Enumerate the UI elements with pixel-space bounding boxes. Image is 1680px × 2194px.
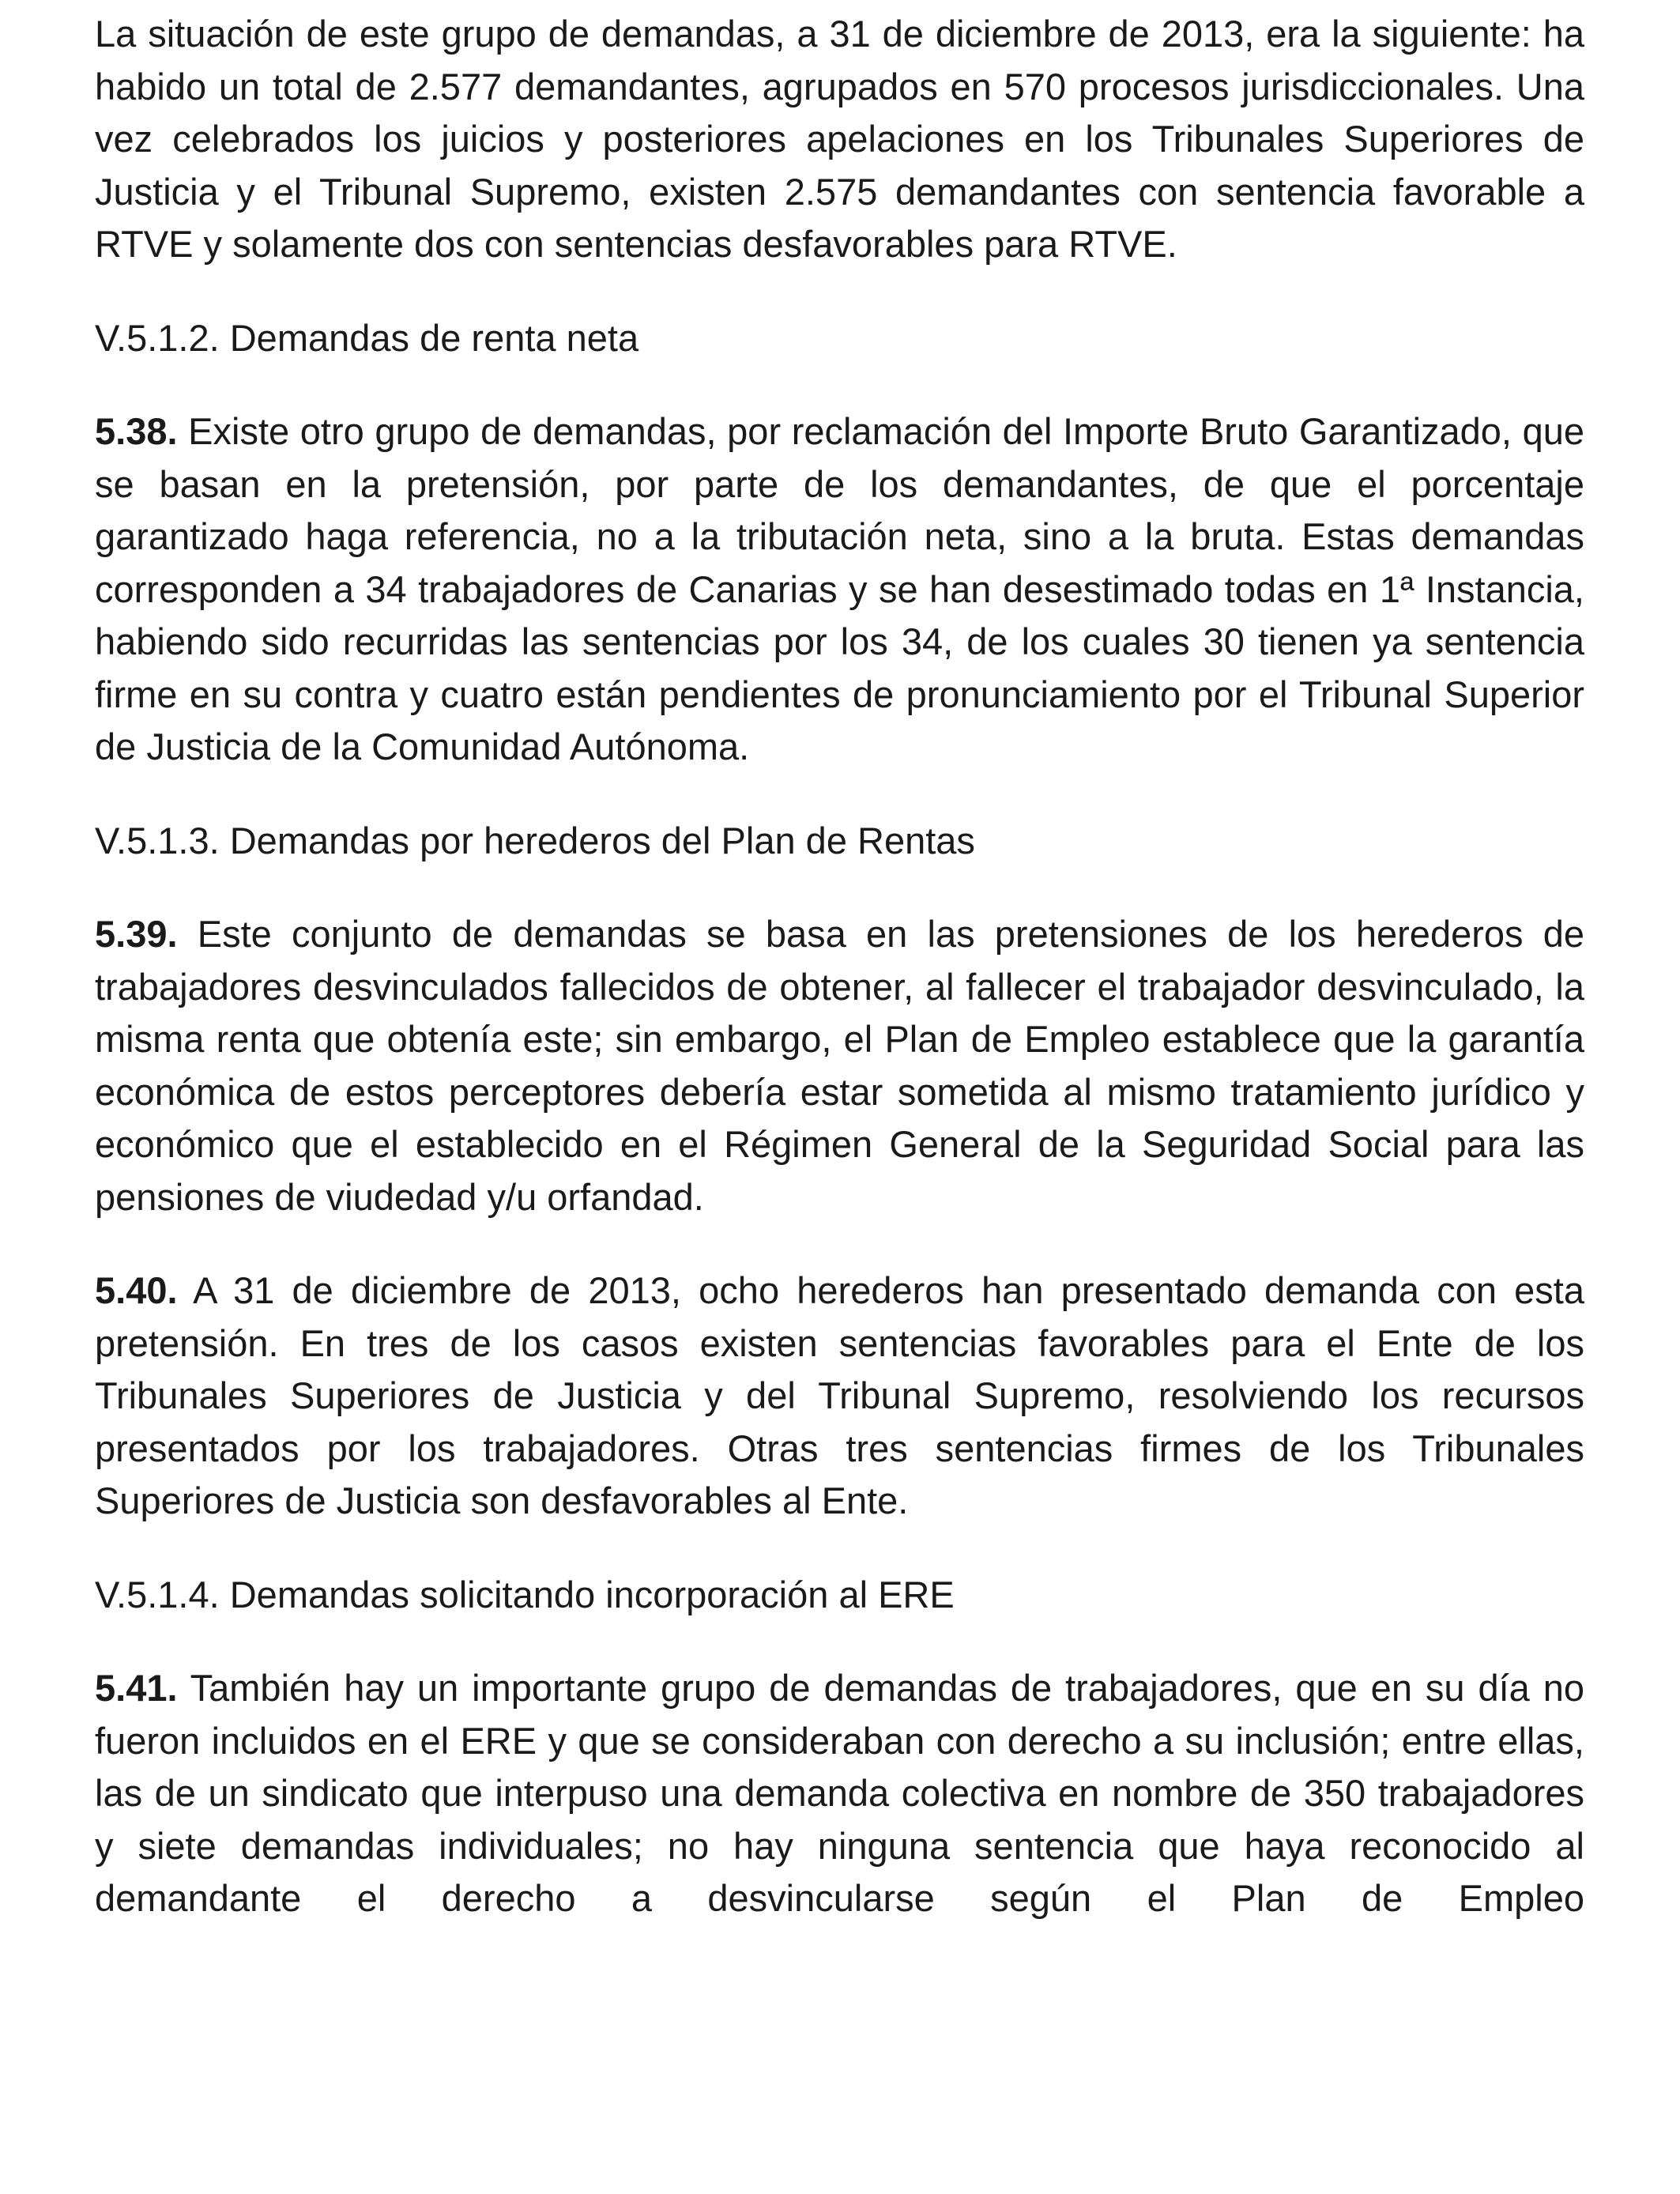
paragraph-text: Este conjunto de demandas se basa en las pretensiones de los herederos de trabajadores desvinculados fallecidos de obtener, al fallecer el trabajador desvinculado, la misma renta que obtenía este; sin embargo, el Plan de Empleo establece que la garantía económica de estos perceptores debería estar sometida al mismo tratamiento jurídico y económico que el establecido en el Régimen General de la Seguridad Social para las pensiones de viudedad y/u orfandad.	[95, 913, 1584, 1218]
paragraph-number: 5.41.	[95, 1667, 178, 1709]
paragraph-5-38	[95, 405, 1584, 774]
paragraph-number: 5.38.	[95, 410, 178, 452]
section-heading-v5-1-3: V.5.1.3. Demandas por herederos del Plan de Rentas	[95, 819, 975, 861]
document-page	[95, 8, 1584, 1925]
paragraph-text: Existe otro grupo de demandas, por reclamación del Importe Bruto Garantizado, que se basan en la pretensión, por parte de los demandantes, de que el porcentaje garantizado haga referencia, no a la tributación neta, sino a la bruta. Estas demandas corresponden a 34 trabajadores de Canarias y se han desestimado todas en 1ª Instancia, habiendo sido recurridas las sentencias por los 34, de los cuales 30 tienen ya sentencia firme en su contra y cuatro están pendientes de pronunciamiento por el Tribunal Superior de Justicia de la Comunidad Autónoma.	[95, 410, 1584, 767]
paragraph-5-41	[95, 1662, 1584, 1925]
section-heading-v5-1-4: V.5.1.4. Demandas solicitando incorporación al ERE	[95, 1573, 955, 1615]
paragraph-5-39	[95, 908, 1584, 1223]
paragraph-number: 5.39.	[95, 913, 178, 955]
intro-paragraph-text: La situación de este grupo de demandas, a 31 de diciembre de 2013, era la siguiente: ha habido un total de 2.577 demandantes, agrupados en 570 procesos jurisdiccionales. Una vez celebrados los juicios y posteriores apelaciones en los Tribunales Superiores de Justicia y el Tribunal Supremo, existen 2.575 demandantes con sentencia favorable a RTVE y solamente dos con sentencias desfavorables para RTVE.	[95, 13, 1584, 265]
intro-paragraph	[95, 8, 1584, 271]
paragraph-text: También hay un importante grupo de demandas de trabajadores, que en su día no fueron incluidos en el ERE y que se consideraban con derecho a su inclusión; entre ellas, las de un sindicato que interpuso una demanda colectiva en nombre de 350 trabajadores y siete demandas individuales; no hay ninguna sentencia que haya reconocido al demandante el derecho a desvincularse según el Plan de Empleo	[95, 1667, 1584, 1919]
section-heading-v5-1-2: V.5.1.2. Demandas de renta neta	[95, 316, 639, 359]
paragraph-number: 5.40.	[95, 1269, 178, 1311]
paragraph-text: A 31 de diciembre de 2013, ocho herederos han presentado demanda con esta pretensión. En tres de los casos existen sentencias favorables para el Ente de los Tribunales Superiores de Justicia y del Tribunal Supremo, resolviendo los recursos presentados por los trabajadores. Otras tres sentencias firmes de los Tribunales Superiores de Justicia son desfavorables al Ente.	[95, 1269, 1585, 1521]
paragraph-5-40	[95, 1265, 1584, 1528]
